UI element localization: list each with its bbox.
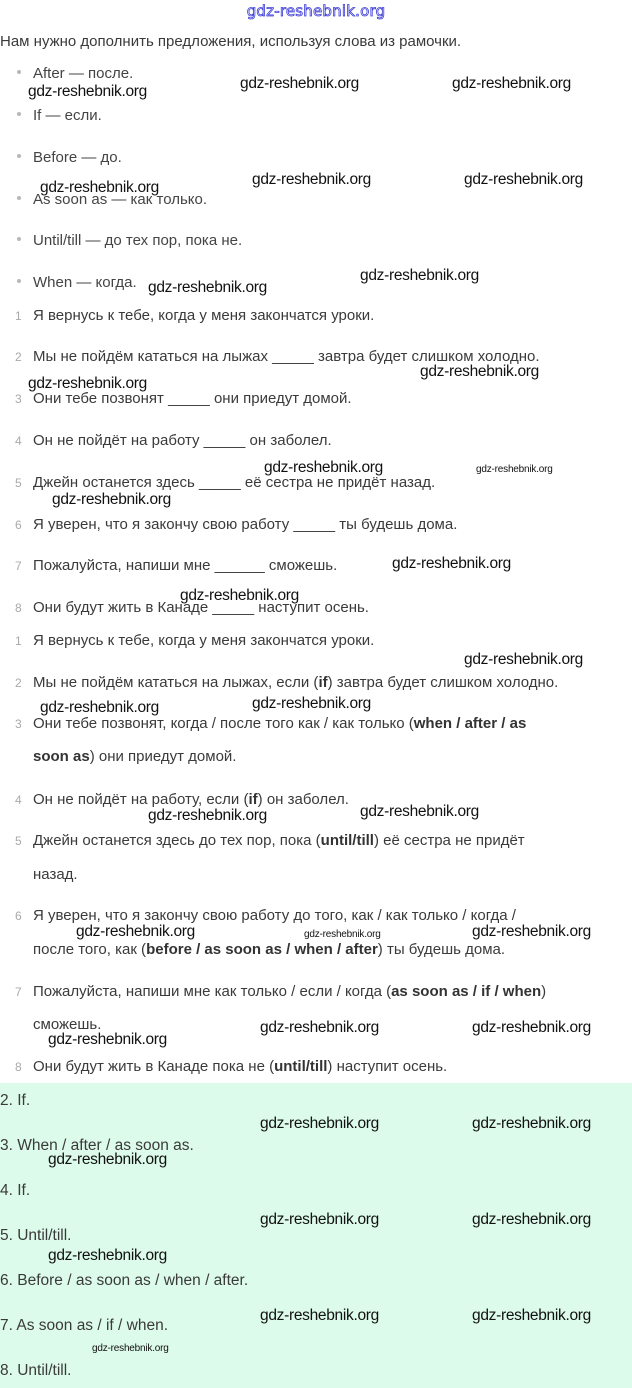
exercise-item — [15, 432, 332, 449]
watermark: gdz-reshebnik.org — [28, 83, 147, 100]
watermark: gdz-reshebnik.org — [40, 699, 159, 716]
item-text: Я уверен, что я закончу свою работу _____ ты будешь дома. — [33, 516, 458, 533]
solution-item — [15, 674, 558, 691]
item-number: 4 — [15, 793, 22, 807]
item-text: Джейн останется здесь _____ её сестра не придёт назад. — [33, 474, 436, 491]
answer-item: 5. Until/till. — [0, 1227, 72, 1244]
item-text: Они тебе позвонят, когда / после того как / как только ( — [33, 715, 414, 732]
item-text: Я вернусь к тебе, когда у меня закончатся уроки. — [33, 632, 375, 649]
vocab-text: Until/till — до тех пор, пока не. — [33, 232, 243, 249]
vocab-item — [17, 274, 137, 291]
answer-word: until/till — [274, 1058, 328, 1075]
item-text: Я уверен, что я закончу свою работу до того, как / как только / когда / — [33, 907, 516, 924]
item-text: Они тебе позвонят _____ они приедут домой. — [33, 390, 352, 407]
watermark: gdz-reshebnik.org — [392, 555, 511, 572]
item-text: Они будут жить в Канаде пока не ( — [33, 1058, 275, 1075]
answer-word: before / as soon as / when / after — [146, 941, 378, 958]
item-text: Он не пойдёт на работу _____ он заболел. — [33, 432, 332, 449]
watermark: gdz-reshebnik.org — [472, 1307, 591, 1324]
watermark: gdz-reshebnik.org — [76, 923, 195, 940]
vocab-item — [17, 107, 102, 124]
answer-item: 6. Before / as soon as / when / after. — [0, 1272, 249, 1289]
item-text: ) наступит осень. — [327, 1058, 448, 1075]
item-number: 8 — [15, 1060, 22, 1074]
watermark: gdz-reshebnik.org — [48, 1151, 167, 1168]
watermark: gdz-reshebnik.org — [28, 375, 147, 392]
item-text: после того, как ( — [33, 941, 147, 958]
vocab-item — [17, 149, 122, 166]
item-number: 2 — [15, 350, 22, 364]
watermark: gdz-reshebnik.org — [472, 1019, 591, 1036]
vocab-text: As soon as — как только. — [33, 191, 208, 208]
solution-item — [15, 715, 526, 732]
item-number: 3 — [15, 717, 22, 731]
bullet-icon — [17, 154, 21, 158]
answer-word: soon as — [33, 748, 90, 765]
solution-item — [15, 983, 546, 1000]
answer-word: until/till — [320, 832, 374, 849]
answer-item: 4. If. — [0, 1182, 31, 1199]
item-text: Они будут жить в Канаде _____ наступит осень. — [33, 599, 369, 616]
watermark: gdz-reshebnik.org — [264, 459, 383, 476]
answer-item: 7. As soon as / if / when. — [0, 1317, 169, 1334]
site-logo[interactable]: gdz-reshebnik.org — [246, 2, 386, 20]
item-text: Мы не пойдём кататься на лыжах _____ завтра будет слишком холодно. — [33, 348, 540, 365]
exercise-item — [15, 557, 337, 574]
item-number: 4 — [15, 434, 22, 448]
solution-item-continuation — [33, 941, 505, 958]
item-number: 2 — [15, 676, 22, 690]
watermark: gdz-reshebnik.org — [180, 587, 299, 604]
answer-item: 8. Until/till. — [0, 1362, 72, 1379]
answer-item: 2. If. — [0, 1092, 31, 1109]
item-text: Он не пойдёт на работу, если ( — [33, 791, 249, 808]
watermark: gdz-reshebnik.org — [260, 1019, 379, 1036]
vocab-text: After — после. — [33, 65, 134, 82]
watermark: gdz-reshebnik.org — [464, 171, 583, 188]
watermark: gdz-reshebnik.org — [260, 1115, 379, 1132]
solution-item-continuation — [33, 748, 236, 765]
watermark: gdz-reshebnik.org — [472, 923, 591, 940]
item-number: 6 — [15, 909, 22, 923]
vocab-text: If — если. — [33, 107, 102, 124]
watermark: gdz-reshebnik.org — [472, 1115, 591, 1132]
item-number: 5 — [15, 834, 22, 848]
item-text: Пожалуйста, напиши мне как только / если / когда ( — [33, 983, 392, 1000]
watermark: gdz-reshebnik.org — [464, 651, 583, 668]
item-text: ) завтра будет слишком холодно. — [327, 674, 559, 691]
item-text: Пожалуйста, напиши мне ______ сможешь. — [33, 557, 338, 574]
exercise-item — [15, 516, 457, 533]
watermark: gdz-reshebnik.org — [52, 491, 171, 508]
answer-word: if — [318, 674, 328, 691]
bullet-icon — [17, 196, 21, 200]
item-text: назад. — [33, 866, 78, 883]
item-text: ) — [541, 983, 547, 1000]
vocab-item — [17, 65, 133, 82]
answer-word: when / after / as — [413, 715, 527, 732]
item-text: Я вернусь к тебе, когда у меня закончатся уроки. — [33, 307, 375, 324]
solution-item — [15, 907, 516, 924]
watermark: gdz-reshebnik.org — [260, 1211, 379, 1228]
watermark: gdz-reshebnik.org — [304, 929, 381, 940]
watermark: gdz-reshebnik.org — [472, 1211, 591, 1228]
item-text: Мы не пойдём кататься на лыжах, если ( — [33, 674, 319, 691]
watermark: gdz-reshebnik.org — [260, 1307, 379, 1324]
item-text: ) он заболел. — [257, 791, 349, 808]
answer-word: as soon as / if / when — [391, 983, 542, 1000]
answer-item: 3. When / after / as soon as. — [0, 1137, 194, 1154]
watermark: gdz-reshebnik.org — [148, 279, 267, 296]
watermark: gdz-reshebnik.org — [40, 179, 159, 196]
item-text: ) они приедут домой. — [89, 748, 237, 765]
exercise-item — [15, 307, 374, 324]
watermark: gdz-reshebnik.org — [92, 1343, 169, 1354]
watermark: gdz-reshebnik.org — [420, 363, 539, 380]
solution-item — [15, 1058, 447, 1075]
solution-item — [15, 791, 349, 808]
item-number: 7 — [15, 559, 22, 573]
answer-word: if — [248, 791, 258, 808]
item-number: 1 — [15, 634, 22, 648]
bullet-icon — [17, 237, 21, 241]
watermark: gdz-reshebnik.org — [360, 803, 479, 820]
item-number: 1 — [15, 309, 22, 323]
vocab-text: Before — до. — [33, 149, 122, 166]
item-number: 6 — [15, 518, 22, 532]
watermark: gdz-reshebnik.org — [148, 807, 267, 824]
bullet-icon — [17, 279, 21, 283]
bullet-icon — [17, 70, 21, 74]
item-text: сможешь. — [33, 1016, 102, 1033]
item-number: 7 — [15, 985, 22, 999]
item-number: 3 — [15, 392, 22, 406]
vocab-text: When — когда. — [33, 274, 137, 291]
solution-item — [15, 832, 525, 849]
watermark: gdz-reshebnik.org — [452, 75, 571, 92]
watermark: gdz-reshebnik.org — [476, 464, 553, 475]
vocab-item — [17, 232, 242, 249]
watermark: gdz-reshebnik.org — [360, 267, 479, 284]
item-number: 8 — [15, 601, 22, 615]
watermark: gdz-reshebnik.org — [252, 695, 371, 712]
item-text: Джейн останется здесь до тех пор, пока ( — [33, 832, 321, 849]
item-text: ) её сестра не придёт — [373, 832, 525, 849]
bullet-icon — [17, 112, 21, 116]
solution-item-continuation — [33, 866, 78, 883]
watermark: gdz-reshebnik.org — [252, 171, 371, 188]
intro-text: Нам нужно дополнить предложения, используя слова из рамочки. — [0, 33, 462, 50]
watermark: gdz-reshebnik.org — [48, 1247, 167, 1264]
solution-item — [15, 632, 374, 649]
watermark: gdz-reshebnik.org — [240, 75, 359, 92]
watermark: gdz-reshebnik.org — [48, 1031, 167, 1048]
item-text: ) ты будешь дома. — [377, 941, 506, 958]
item-number: 5 — [15, 476, 22, 490]
